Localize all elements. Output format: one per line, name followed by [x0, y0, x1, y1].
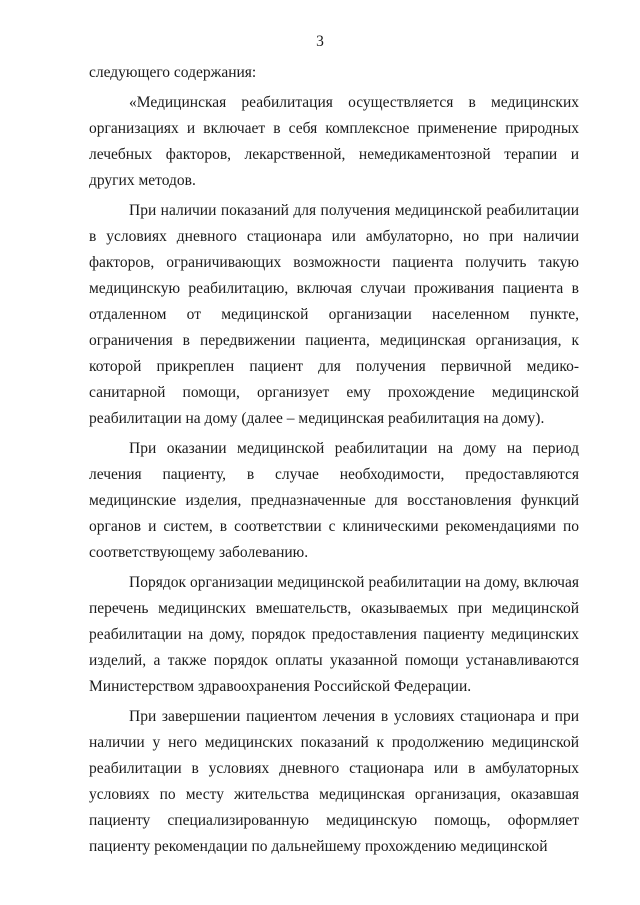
paragraph: При завершении пациентом лечения в условиях стационара и при наличии у него медицинских показаний к продолжению медицинской реабилитации в условиях дневного стационара или в амбулаторных условиях по месту жительства медицинская организация, оказавшая пациенту специализированную медицинскую помощь, оформляет пациенту рекомендации по дальнейшему прохождению медицинской: [89, 708, 579, 855]
paragraph: «Медицинская реабилитация осуществляется в медицинских организациях и включает в себя комплексное применение природных лечебных факторов, лекарственной, немедикаментозной терапии и других методов.: [89, 94, 579, 189]
paragraph: При наличии показаний для получения медицинской реабилитации в условиях дневного стационара или амбулаторно, но при наличии факторов, ограничивающих возможности пациента получить такую медицинскую реабилитацию, включая случаи проживания пациента в отдаленном от медицинской организации населенном пункте, ограничения в передвижении пациента, медицинская организация, к которой прикреплен пациент для получения первичной медико-санитарной помощи, организует ему прохождение медицинской реабилитации на дому (далее – медицинская реабилитация на дому).: [89, 202, 579, 427]
paragraph: При оказании медицинской реабилитации на дому на период лечения пациенту, в случае необходимости, предоставляются медицинские изделия, предназначенные для восстановления функций органов и систем, в соответствии с клиническими рекомендациями по соответствующему заболеванию.: [89, 440, 579, 561]
page-number: 3: [316, 33, 324, 50]
paragraph: Порядок организации медицинской реабилитации на дому, включая перечень медицинских вмешательств, оказываемых при медицинской реабилитации на дому, порядок предоставления пациенту медицинских изделий, а также порядок оплаты указанной помощи устанавливаются Министерством здравоохранения Российской Федерации.: [89, 574, 579, 695]
document-body: [89, 60, 579, 860]
paragraph-lead: следующего содержания:: [89, 64, 257, 81]
